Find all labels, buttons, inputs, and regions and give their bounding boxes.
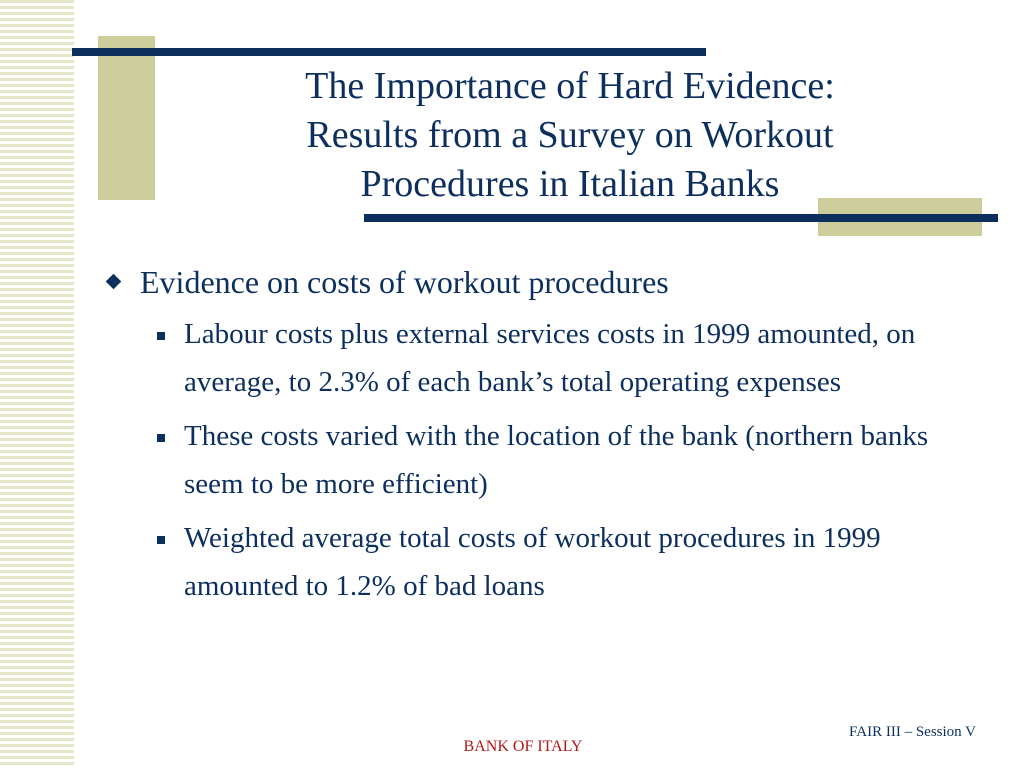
slide-body bbox=[104, 258, 984, 616]
square-bullet-icon bbox=[157, 434, 165, 442]
footer-session: FAIR III – Session V bbox=[849, 724, 976, 740]
title-rule-bottom bbox=[364, 214, 998, 222]
sub-bullet-item bbox=[104, 412, 984, 508]
sub-bullet-list bbox=[104, 310, 984, 610]
sub-bullet-text: These costs varied with the location of the bank (northern banks seem to be more efficient) bbox=[184, 420, 929, 500]
sub-bullet-text: Labour costs plus external services costs in 1999 amounted, on average, to 2.3% of each bank’s total operating expenses bbox=[184, 318, 916, 398]
decorative-tan-block-left bbox=[98, 36, 155, 200]
title-line: Results from a Survey on Workout bbox=[306, 114, 834, 156]
sub-bullet-text: Weighted average total costs of workout procedures in 1999 amounted to 1.2% of bad loans bbox=[184, 522, 881, 602]
square-bullet-icon bbox=[157, 536, 165, 544]
title-rule-top bbox=[72, 48, 706, 56]
slide-title bbox=[170, 62, 970, 209]
sub-bullet-item bbox=[104, 514, 984, 610]
title-line: The Importance of Hard Evidence: bbox=[305, 65, 835, 107]
diamond-bullet-icon bbox=[106, 274, 122, 290]
sub-bullet-item bbox=[104, 310, 984, 406]
square-bullet-icon bbox=[157, 332, 165, 340]
title-line: Procedures in Italian Banks bbox=[360, 163, 780, 205]
footer-organization: BANK OF ITALY bbox=[463, 738, 583, 755]
bullet-item bbox=[104, 258, 984, 306]
decorative-stripe-band bbox=[0, 0, 74, 768]
bullet-text: Evidence on costs of workout procedures bbox=[140, 264, 669, 300]
